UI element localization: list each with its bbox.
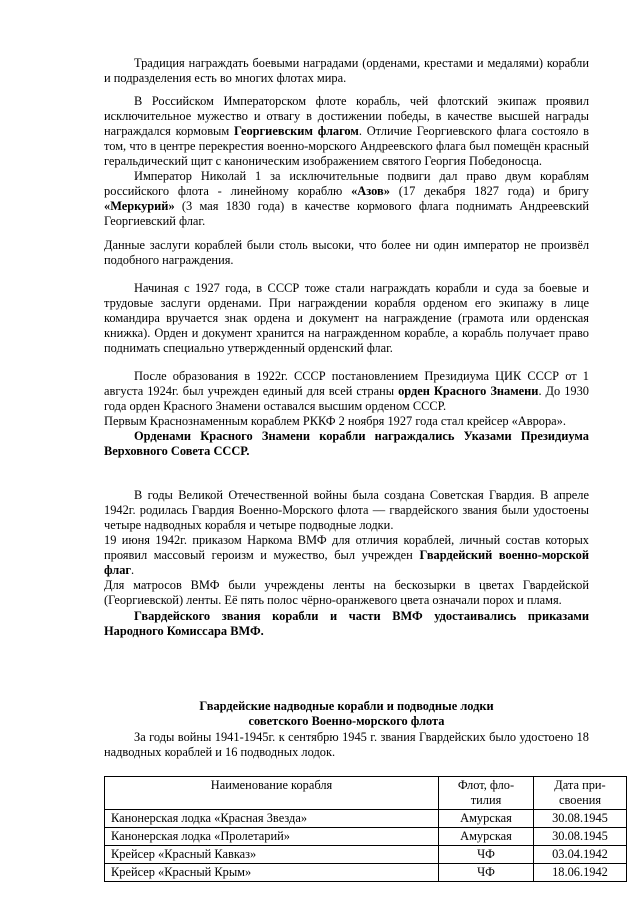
paragraph-merits [104,238,589,268]
column-header-fleet-line-2: тилия [470,792,502,807]
ship-name-azov: «Азов» [351,184,390,199]
table-row [105,828,627,846]
cell-date: 18.06.1942 [534,864,627,882]
ship-name-merkuriy: «Меркурий» [104,199,175,214]
column-header-ship-name: Наименование корабля [105,776,439,809]
paragraph-red-banner-order [104,369,589,414]
paragraph-presidium-decrees [104,429,589,459]
spacer [104,459,589,488]
spacer [104,230,589,238]
paragraph-aurora-text: Первым Краснознаменным кораблем РККФ 2 ноября 1927 года стал крейсер «Аврора». [104,413,566,428]
paragraph-war-years-summary-text: За годы войны 1941-1945г. к сентябрю 1945 г. звания Гвардейских было удостоено 18 надводных кораблей и 16 подводных лодок. [104,729,589,759]
cell-fleet: ЧФ [439,846,534,864]
cell-date: 30.08.1945 [534,828,627,846]
table-row [105,846,627,864]
paragraph-imperial-fleet [104,94,589,169]
paragraph-nicholas-i-text-b: (17 декабря 1827 года) и бригу [389,184,589,199]
table-header-row [105,776,627,809]
paragraph-narkom-orders-text: Гвардейского звания корабли и части ВМФ удостаивались приказами Народного Комиссара ВМФ. [104,608,589,638]
paragraph-1927-orders [104,281,589,356]
paragraph-imperial-fleet-text-b: . Отличие Георгиевского флага состояло в том, что в центре перекрестия военно-морского Андреевского флага был помещён красный геральдический щит с каноническим изображением святого Георгия Победоносца. [104,124,589,169]
spacer [104,356,589,369]
section-heading-line-2: советского Военно-морского флота [248,714,445,729]
paragraph-tradition-text: Традиция награждать боевыми наградами (орденами, крестами и медалями) корабли и подразделения есть во многих флотах мира. [104,56,589,86]
paragraph-red-banner-order-text-a: После образования в 1922г. СССР постановлением Президиума ЦИК СССР от 1 августа 1924г. был учрежден единый для всей страны [104,368,589,398]
column-header-date [534,776,627,809]
term-guards-naval-flag: Гвардейский военно-морской флаг [104,548,589,578]
spacer [104,268,589,281]
paragraph-soviet-guard-text: В годы Великой Отечественной войны была создана Советская Гвардия. В апреле 1942г. родилась Гвардия Военно-Морского флота — гвардейского звания были удостоены четыре надводных корабля и четыре подводные лодки. [104,488,589,533]
paragraph-war-years-summary [104,730,589,760]
spacer [104,639,589,699]
term-order-red-banner: орден Красного Знамени [398,383,539,398]
table-header [105,776,627,809]
paragraph-1927-orders-text: Начиная с 1927 года, в СССР тоже стали награждать корабли и суда за боевые и трудовые заслуги орденами. При награждении корабля орденом его экипажу в лице командира вручается знак ордена и документ на награждение (грамота или орденская книжка). Орден и документ хранится на награжденном корабле, а корабль получает право поднимать специально утвержденный орденский флаг. [104,280,589,355]
cell-ship-name: Крейсер «Красный Крым» [105,864,439,882]
paragraph-presidium-decrees-text: Орденами Красного Знамени корабли награждались Указами Президиума Верховного Совета СССР. [104,429,589,459]
cell-fleet: ЧФ [439,864,534,882]
cell-date: 03.04.1942 [534,846,627,864]
spacer [104,86,589,94]
paragraph-nicholas-i-text-a: Император Николай 1 за исключительные подвиги дал право двум кораблям российского флота - линейному кораблю [104,169,589,199]
paragraph-red-banner-order-text-b: . До 1930 года орден Красного Знамени оставался высшим орденом СССР. [104,383,589,413]
paragraph-nicholas-i [104,169,589,229]
document-body [104,56,608,882]
table-row [105,864,627,882]
paragraph-soviet-guard [104,488,589,533]
section-heading-line-1: Гвардейские надводные корабли и подводные лодки [199,698,494,713]
paragraph-ribbons [104,578,589,608]
column-header-date-line-1: Дата при- [554,777,606,792]
term-georgievsky-flag: Георгиевским флагом [234,124,359,139]
column-header-fleet-line-1: Флот, фло- [457,777,515,792]
paragraph-imperial-fleet-text-a: В Российском Императорском флоте корабль, чей флотский экипаж проявил исключительное мужество и отвагу в достижении победы, в качестве высшей награды награждался кормовым [104,94,589,139]
paragraph-tradition [104,56,589,86]
paragraph-nicholas-i-text-c: (3 мая 1830 года) в качестве кормового флага поднимать Андреевский Георгиевский флаг. [104,199,589,229]
cell-ship-name: Канонерская лодка «Красная Звезда» [105,809,439,827]
paragraph-narkom-orders [104,609,589,639]
paragraph-merits-text: Данные заслуги кораблей были столь высоки, что более ни один император не произвёл подобного награждения. [104,237,589,267]
cell-ship-name: Крейсер «Красный Кавказ» [105,846,439,864]
guards-ships-table [104,776,627,882]
cell-date: 30.08.1945 [534,809,627,827]
paragraph-guards-naval-flag [104,533,589,578]
table-body [105,809,627,881]
column-header-date-line-2: своения [558,792,602,807]
paragraph-guards-naval-flag-text-a: 19 июня 1942г. приказом Наркома ВМФ для отличия кораблей, личный состав которых проявил массовый героизм и мужество, был учрежден [104,533,589,563]
paragraph-guards-naval-flag-text-b: . [131,563,135,578]
cell-fleet: Амурская [439,828,534,846]
cell-ship-name: Канонерская лодка «Пролетарий» [105,828,439,846]
column-header-fleet [439,776,534,809]
table-row [105,809,627,827]
cell-fleet: Амурская [439,809,534,827]
paragraph-ribbons-text: Для матросов ВМФ были учреждены ленты на бескозырки в цветах Гвардейской (Георгиевской) ленты. Её пять полос чёрно-оранжевого цвета означали порох и пламя. [104,578,589,608]
paragraph-aurora [104,414,589,429]
